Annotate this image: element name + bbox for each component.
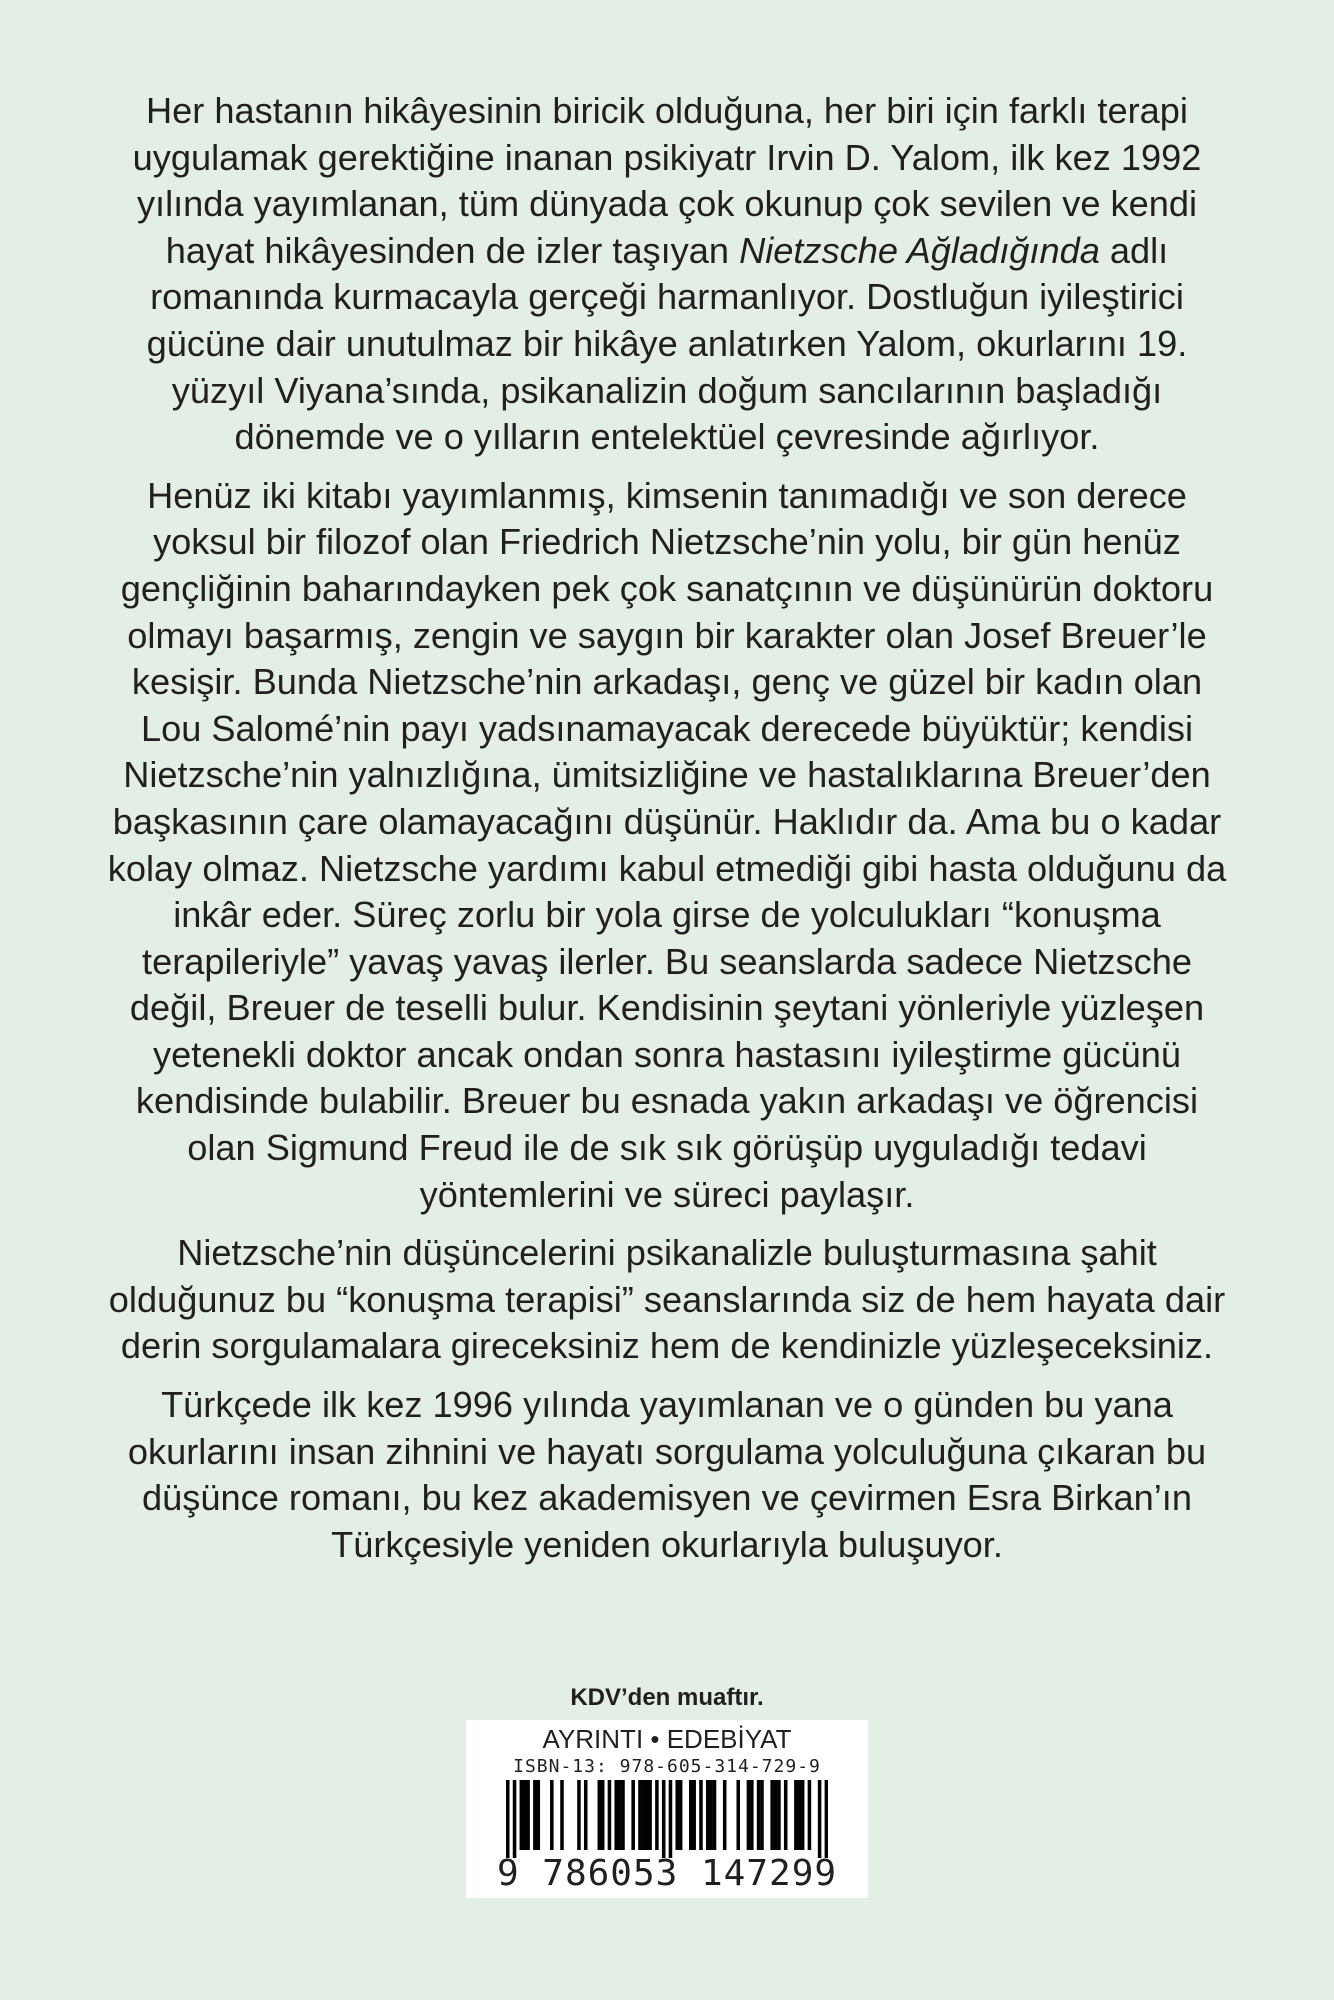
blurb-p1-text-after: adlı romanında kurmacayla gerçeği harmanlıyor. Dostluğun iyileştirici gücüne dair unutulmaz bir hikâye anlatırken Yalom, okurlarını 19. yüzyıl Viyana’sında, psikanalizin doğum sancılarının başladığı dönemde ve o yılların entelektüel çevresinde ağırlıyor.: [146, 229, 1188, 458]
publisher-series: AYRINTI • EDEBİYAT: [542, 1724, 792, 1754]
barcode-bars: [506, 1780, 828, 1858]
barcode-bar: [662, 1780, 666, 1858]
barcode-bar: [638, 1780, 642, 1850]
barcode-bar: [760, 1780, 764, 1850]
barcode-bar: [774, 1780, 778, 1850]
barcode-bar: [584, 1780, 588, 1850]
barcode-bar: [598, 1780, 602, 1850]
barcode-bar: [808, 1780, 812, 1850]
barcode-bar: [713, 1780, 717, 1850]
barcode-bar: [736, 1780, 740, 1850]
barcode-bar: [706, 1780, 710, 1850]
barcode-bar: [699, 1780, 703, 1850]
barcode-bar: [818, 1780, 822, 1858]
barcode-bar: [723, 1780, 727, 1850]
barcode-bar: [577, 1780, 581, 1850]
book-title: Nietzsche Ağladığında: [739, 229, 1100, 271]
barcode-bar: [801, 1780, 805, 1850]
barcode-bar: [618, 1780, 622, 1850]
barcode-bar: [655, 1780, 659, 1850]
barcode-bar: [526, 1780, 530, 1850]
barcode-bar: [689, 1780, 693, 1850]
barcode-bar: [777, 1780, 781, 1850]
blurb-paragraph-4: Türkçede ilk kez 1996 yılında yayımlanan ve o günden bu yana okurlarını insan zihnini ve hayatı sorgulama yolculuğuna çıkaran bu düşünce romanı, bu kez akademisyen ve çevirmen Esra Birkan’ın Türkçesiyle yeniden okurlarıyla buluşuyor.: [127, 1384, 1207, 1565]
barcode-bar: [608, 1780, 612, 1850]
barcode-bar: [709, 1780, 713, 1850]
barcode-bar: [533, 1780, 537, 1850]
barcode-bar: [669, 1780, 673, 1858]
barcode-bar: [520, 1780, 524, 1850]
blurb-paragraph-2: Henüz iki kitabı yayımlanmış, kimsenin tanımadığı ve son derece yoksul bir filozof olan Friedrich Nietzsche’nin yolu, bir gün henüz gençliğinin baharındayken pek çok sanatçının ve düşünürün doktoru olmayı başarmış, zengin ve saygın bir karakter olan Josef Breuer’le kesişir. Bunda Nietzsche’nin arkadaşı, genç ve güzel bir kadın olan Lou Salomé’nin payı yadsınamayacak derecede büyüktür; kendisi Nietzsche’nin yalnızlığına, ümitsizliğine ve hastalıklarına Breuer’den başkasının çare olamayacağını düşünür. Haklıdır da. Ama bu o kadar kolay olmaz. Nietzsche yardımı kabul etmediği gibi hasta olduğunu da inkâr eder. Süreç zorlu bir yola girse de yolculukları “konuşma terapileriyle” yavaş yavaş ilerler. Bu seanslarda sadece Nietzsche değil, Breuer de teselli bulur. Kendisinin şeytani yönleriyle yüzleşen yetenekli doktor ancak ondan sonra hastasını iyileştirme gücünü kendisinde bulabilir. Breuer bu esnada yakın arkadaşı ve öğrencisi olan Sigmund Freud ile de sık sık görüşüp uyguladığı tedavi yöntemlerini ve süreci paylaşır.: [107, 474, 1227, 1215]
barcode-bar: [621, 1780, 625, 1850]
barcode-bar: [675, 1780, 679, 1850]
barcode-bar: [692, 1780, 696, 1850]
barcode-bar: [770, 1780, 774, 1850]
barcode-bar: [747, 1780, 751, 1850]
barcode-bar: [648, 1780, 652, 1850]
ean-digits: 9 786053 147299: [496, 1853, 838, 1894]
barcode-bar: [614, 1780, 618, 1850]
barcode-bar: [784, 1780, 788, 1850]
barcode-bar: [537, 1780, 541, 1850]
barcode-bar: [601, 1780, 605, 1850]
barcode-bar: [757, 1780, 761, 1850]
blurb-paragraph-1: [100, 88, 1234, 461]
barcode-bar: [506, 1780, 510, 1858]
barcode-bar: [825, 1780, 828, 1858]
barcode-bar: [550, 1780, 554, 1850]
barcode-bar: [750, 1780, 754, 1850]
blurb-p1-text-before: Her hastanın hikâyesinin biricik olduğuna, her biri için farklı terapi uygulamak gerektiğine inanan psikiyatr Irvin D. Yalom, ilk kez 1992 yılında yayımlanan, tüm dünyada çok okunup çok sevilen ve kendi hayat hikâyesinden de izler taşıyan: [132, 90, 1202, 271]
barcode-bar: [523, 1780, 527, 1850]
tax-note: KDV’den muaftır.: [570, 1684, 764, 1711]
barcode-bar: [631, 1780, 635, 1850]
barcode-bar: [642, 1780, 646, 1850]
barcode-bar: [794, 1780, 798, 1850]
blurb-paragraph-3: Nietzsche’nin düşüncelerini psikanalizle buluşturmasına şahit olduğunuz bu “konuşma terapisi” seanslarında siz de hem hayata dair derin sorgulamalara gireceksiniz hem de kendinizle yüzleşeceksiniz.: [108, 1232, 1226, 1367]
back-cover-blurb: [100, 88, 1234, 1580]
barcode-bar: [560, 1780, 564, 1850]
isbn-text: ISBN-13: 978-605-314-729-9: [513, 1756, 821, 1777]
barcode-bar: [797, 1780, 801, 1850]
barcode-bar: [645, 1780, 649, 1850]
barcode-bar: [679, 1780, 683, 1850]
barcode-bar: [513, 1780, 517, 1858]
barcode-panel: [466, 1720, 868, 1898]
